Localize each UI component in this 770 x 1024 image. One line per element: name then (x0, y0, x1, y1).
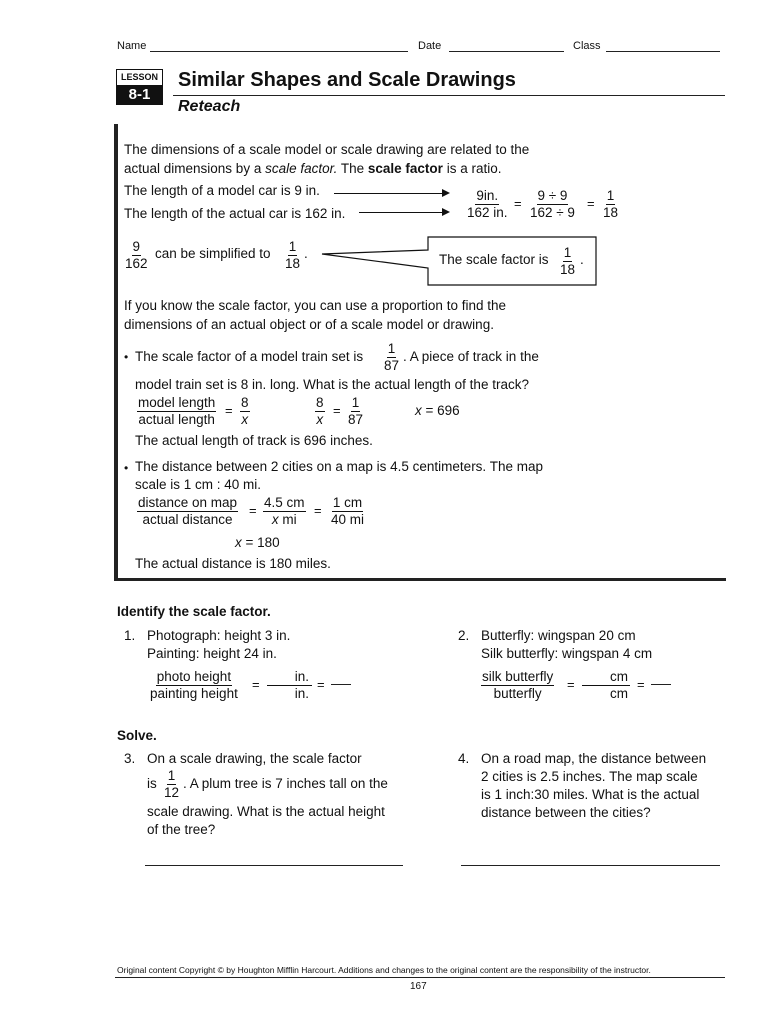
example1-fraction-4: $\frac{1}{87}$ (348, 395, 364, 427)
problem-3-line-4: of the tree? (147, 822, 216, 837)
problem-3-line-2: . A plum tree is 7 inches tall on the (183, 776, 388, 791)
equals-sign: = (587, 196, 595, 211)
class-field[interactable] (606, 51, 720, 52)
bullet-icon: • (124, 461, 129, 475)
problem-4-line-2: 2 cities is 2.5 inches. The map scale (481, 769, 698, 784)
lesson-badge-label: LESSON (120, 72, 158, 82)
problem-3-is: is (147, 776, 157, 791)
problem-1-line-2: Painting: height 24 in. (147, 646, 277, 661)
problem-3-number: 3. (124, 751, 136, 766)
example2-result: x = 180 (235, 535, 280, 550)
callout-fraction: $\frac{1}{18}$ (560, 245, 576, 277)
problem-1-unit-num: in. (267, 669, 312, 686)
box-bottom-border (114, 578, 726, 581)
problem-1-unit-den: in. (294, 686, 309, 701)
problem-1-line-1: Photograph: height 3 in. (147, 628, 291, 643)
example1-line-1b: . A piece of track in the (403, 349, 539, 364)
problem-3-line-1: On a scale drawing, the scale factor (147, 751, 362, 766)
equals-sign: = (252, 677, 260, 692)
problem-4-answer-line[interactable] (461, 865, 720, 866)
date-label: Date (418, 40, 442, 52)
lesson-badge (116, 69, 163, 105)
example2-word-fraction: distance on map actual distance (138, 495, 238, 527)
footer-rule (115, 977, 725, 978)
date-field[interactable] (449, 51, 564, 52)
example2-fraction-2: $\frac{4.5 cm}{\text{x mi}}$ (264, 495, 305, 527)
problem-3-scale-fraction: $\frac{1}{12}$ (164, 768, 180, 800)
problem-2-line-2: Silk butterfly: wingspan 4 cm (481, 646, 653, 661)
page-subtitle: Reteach (178, 98, 241, 115)
section-heading-identify: Identify the scale factor. (117, 604, 271, 619)
arrow-model-car (334, 193, 444, 194)
problem-2-unit-den: cm (610, 686, 628, 701)
equals-sign: = (333, 403, 341, 418)
problem-1-number: 1. (124, 628, 136, 643)
problem-3-answer-line[interactable] (145, 865, 403, 866)
name-field[interactable] (150, 51, 408, 52)
example2-line-2: scale is 1 cm : 40 mi. (135, 477, 262, 492)
page-title: Similar Shapes and Scale Drawings (178, 69, 516, 91)
example1-result: x = 696 (415, 403, 460, 418)
problem-2-line-1: Butterfly: wingspan 20 cm (481, 628, 636, 643)
simplify-fraction: $\frac{9}{162}$ (125, 239, 148, 271)
example1-scale-fraction: $\frac{1}{87}$ (384, 341, 400, 373)
problem-2-answer-blank[interactable] (651, 684, 671, 685)
example1-answer: The actual length of track is 696 inches. (135, 433, 373, 448)
example1-line-2: model train set is 8 in. long. What is the actual length of the track? (135, 377, 529, 392)
equals-sign: = (225, 403, 233, 418)
arrow-actual-car (359, 212, 444, 213)
intro-line-2: actual dimensions by a scale factor. The scale factor is a ratio. (124, 161, 502, 176)
title-rule (173, 95, 725, 96)
lesson-badge-number: 8-1 (117, 85, 162, 104)
ratio-fraction-2: $\frac{9 \div 9}{162 \div 9}$ (530, 188, 575, 220)
example2-line-1: The distance between 2 cities on a map is 4.5 centimeters. The map (135, 459, 543, 474)
problem-1-word-fraction: photo height painting height (150, 669, 238, 701)
class-label: Class (573, 40, 601, 52)
simplify-text: can be simplified to (155, 246, 271, 261)
example1-line-1a: The scale factor of a model train set is (135, 349, 364, 364)
example1-fraction-3: $\frac{8}{x}$ (316, 395, 324, 427)
intro-line-1: The dimensions of a scale model or scale drawing are related to the (124, 142, 530, 157)
arrowhead-model-car (442, 189, 450, 197)
problem-1-blank-fraction[interactable] (267, 669, 312, 702)
ratio-fraction-1: $\frac{9in.}{162 in.}$ (467, 188, 508, 220)
proportion-line-2: dimensions of an actual object or of a scale model or drawing. (124, 317, 494, 332)
problem-2-number: 2. (458, 628, 470, 643)
example1-word-fraction: model length actual length (138, 395, 216, 427)
problem-1-answer-blank[interactable] (331, 684, 351, 685)
problem-4-line-3: is 1 inch:30 miles. What is the actual (481, 787, 700, 802)
copyright-text: Original content Copyright © by Houghton Mifflin Harcourt. Additions and changes to the original content are the responsibility of the instructor. (117, 965, 651, 975)
problem-2-unit-num: cm (582, 669, 630, 686)
problem-4-number: 4. (458, 751, 470, 766)
name-label: Name (117, 40, 147, 52)
equals-sign: = (314, 503, 322, 518)
equals-sign: = (637, 677, 645, 692)
ratio-fraction-3: $\frac{1}{18}$ (603, 188, 619, 220)
equals-sign: = (514, 196, 522, 211)
page-number: 167 (410, 981, 427, 992)
problem-4-line-1: On a road map, the distance between (481, 751, 707, 766)
simplify-period: . (304, 246, 308, 261)
equals-sign: = (317, 677, 325, 692)
section-heading-solve: Solve. (117, 728, 157, 743)
problem-4-line-4: distance between the cities? (481, 805, 651, 820)
arrowhead-actual-car (442, 208, 450, 216)
problem-3-line-3: scale drawing. What is the actual height (147, 804, 385, 819)
example1-fraction-2: $\frac{8}{x}$ (241, 395, 249, 427)
actual-car-text: The length of the actual car is 162 in. (124, 206, 346, 221)
simplified-fraction: $\frac{1}{18}$ (285, 239, 301, 271)
equals-sign: = (249, 503, 257, 518)
equals-sign: = (567, 677, 575, 692)
bullet-icon: • (124, 350, 129, 364)
callout-text: The scale factor is (439, 252, 549, 267)
box-left-border (114, 124, 118, 581)
example2-fraction-3: $\frac{1 cm}{40 mi}$ (331, 495, 365, 527)
example2-answer: The actual distance is 180 miles. (135, 556, 331, 571)
problem-2-blank-fraction[interactable] (582, 669, 630, 702)
model-car-text: The length of a model car is 9 in. (124, 183, 320, 198)
callout-period: . (580, 252, 584, 267)
proportion-line-1: If you know the scale factor, you can use a proportion to find the (124, 298, 506, 313)
problem-2-word-fraction: silk butterfly butterfly (482, 669, 554, 701)
